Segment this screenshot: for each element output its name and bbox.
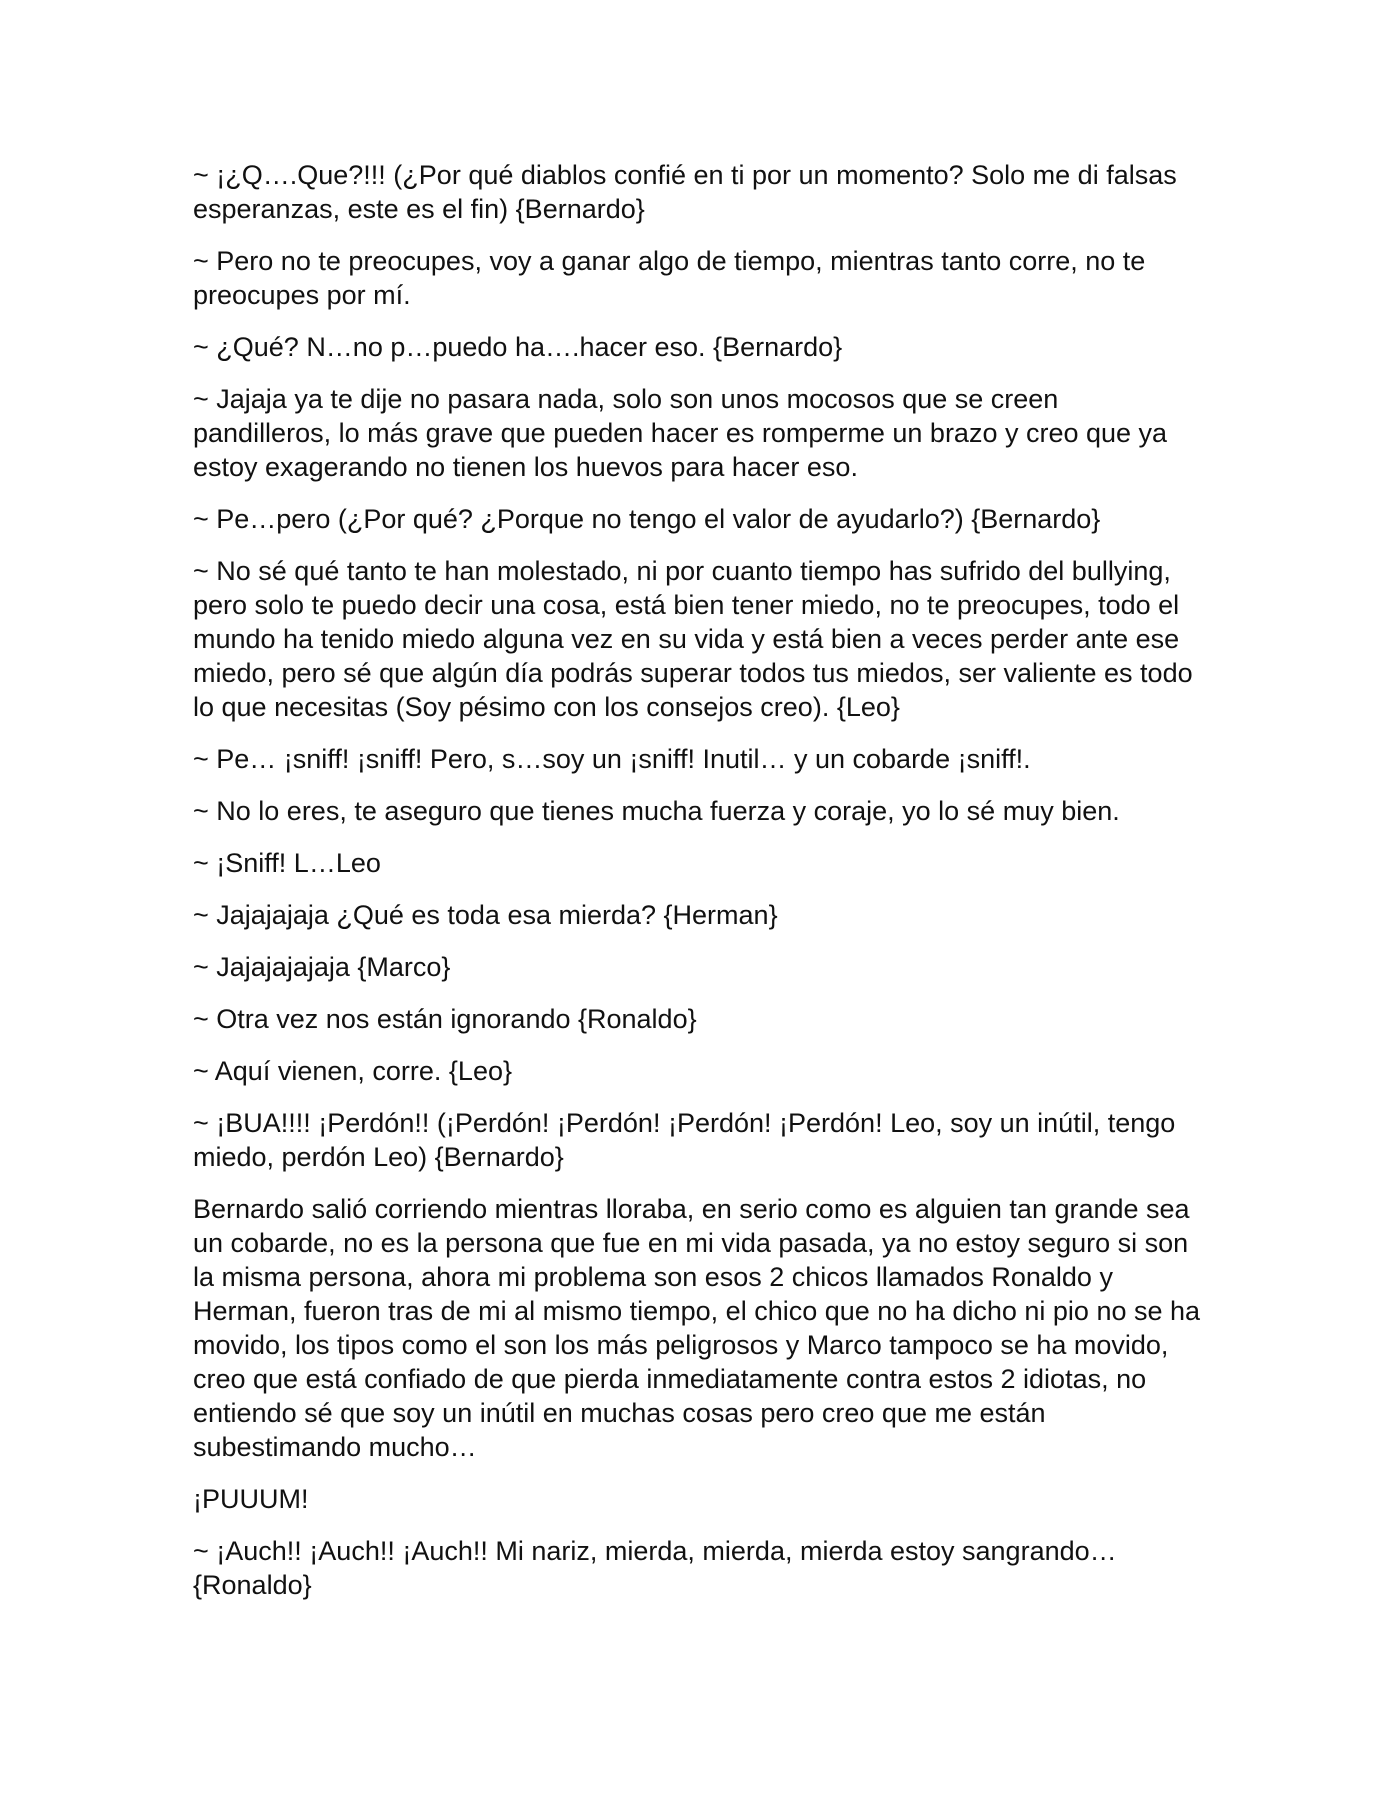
dialogue-line: ~ ¡¿Q….Que?!!! (¿Por qué diablos confié en ti por un momento? Solo me di falsas esperanzas, este es el fin) {Bernardo} (193, 160, 1177, 224)
dialogue-line: ~ ¡Auch!! ¡Auch!! ¡Auch!! Mi nariz, mierda, mierda, mierda estoy sangrando…{Ronaldo} (193, 1536, 1117, 1600)
dialogue-line: ~ Pe… ¡sniff! ¡sniff! Pero, s…soy un ¡sniff! Inutil… y un cobarde ¡sniff!. (193, 744, 1031, 774)
dialogue-line: ~ ¡Sniff! L…Leo (193, 848, 381, 878)
narration-paragraph: Bernardo salió corriendo mientras lloraba, en serio como es alguien tan grande sea un cobarde, no es la persona que fue en mi vida pasada, ya no estoy seguro si son la misma persona, ahora mi problema son esos 2 chicos llamados Ronaldo y Herman, fueron tras de mi al mismo tiempo, el chico que no ha dicho ni pio no se ha movido, los tipos como el son los más peligrosos y Marco tampoco se ha movido, creo que está confiado de que pierda inmediatamente contra estos 2 idiotas, no entiendo sé que soy un inútil en muchas cosas pero creo que me están subestimando mucho… (193, 1194, 1201, 1462)
dialogue-line: ~ Aquí vienen, corre. {Leo} (193, 1056, 512, 1086)
dialogue-line: ~ No lo eres, te aseguro que tienes mucha fuerza y coraje, yo lo sé muy bien. (193, 796, 1120, 826)
dialogue-line: ~ ¿Qué? N…no p…puedo ha….hacer eso. {Bernardo} (193, 332, 843, 362)
dialogue-line: ~ Jajajajaja ¿Qué es toda esa mierda? {Herman} (193, 900, 778, 930)
dialogue-line: ~ Jajaja ya te dije no pasara nada, solo son unos mocosos que se creen pandilleros, lo más grave que pueden hacer es romperme un brazo y creo que ya estoy exagerando no tienen los huevos para hacer eso. (193, 384, 1168, 482)
dialogue-line: ~ Pero no te preocupes, voy a ganar algo de tiempo, mientras tanto corre, no te preocupes por mí. (193, 246, 1146, 310)
dialogue-line: ~ No sé qué tanto te han molestado, ni por cuanto tiempo has sufrido del bullying, pero solo te puedo decir una cosa, está bien tener miedo, no te preocupes, todo el mundo ha tenido miedo alguna vez en su vida y está bien a veces perder ante ese miedo, pero sé que algún día podrás superar todos tus miedos, ser valiente es todo lo que necesitas (Soy pésimo con los consejos creo). {Leo} (193, 556, 1193, 722)
dialogue-line: ~ Otra vez nos están ignorando {Ronaldo} (193, 1004, 697, 1034)
sound-effect-line: ¡PUUUM! (193, 1484, 309, 1514)
dialogue-line: ~ ¡BUA!!!! ¡Perdón!! (¡Perdón! ¡Perdón! ¡Perdón! ¡Perdón! Leo, soy un inútil, tengo miedo, perdón Leo) {Bernardo} (193, 1108, 1176, 1172)
dialogue-line: ~ Jajajajajaja {Marco} (193, 952, 451, 982)
document-body (193, 158, 1203, 1620)
dialogue-line: ~ Pe…pero (¿Por qué? ¿Porque no tengo el valor de ayudarlo?) {Bernardo} (193, 504, 1101, 534)
